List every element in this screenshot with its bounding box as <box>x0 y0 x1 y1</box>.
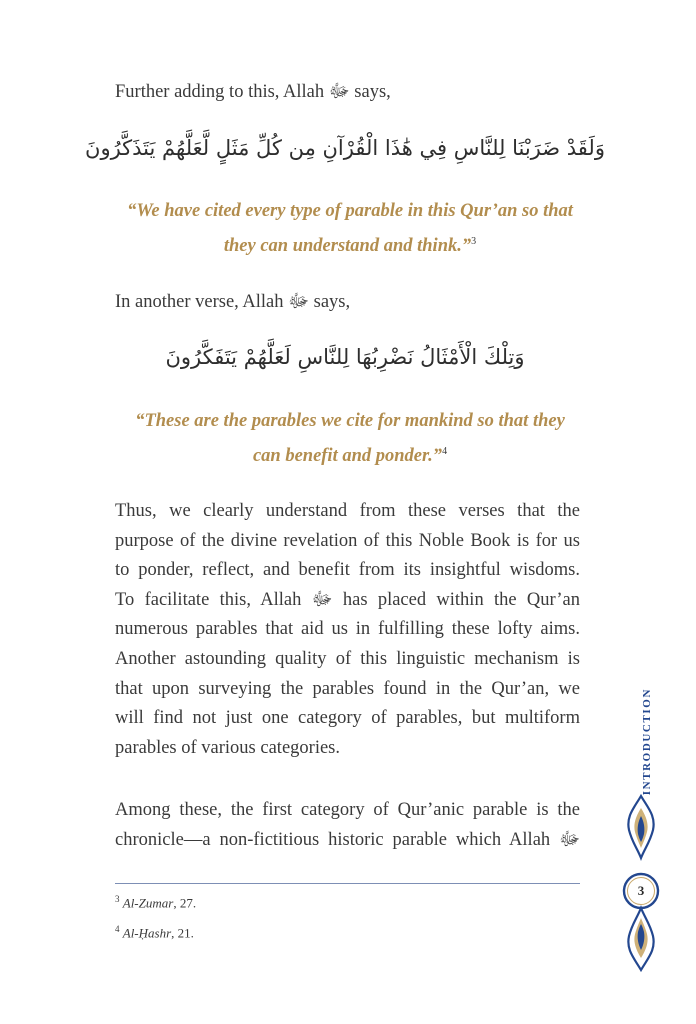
arabic-verse-1: وَلَقَدْ ضَرَبْنَا لِلنَّاسِ فِي هَٰذَا الْقُرْآنِ مِن كُلِّ مَثَلٍ لَّعَلَّهُمْ يَتَذَكَّرُونَ <box>85 136 605 160</box>
intro-paragraph-1: Further adding to this, Allah ﷻ says, <box>115 82 391 102</box>
body-paragraph <box>115 497 580 763</box>
closing-line: chronicle—a non-fictitious historic parable which Allah ﷻ <box>115 829 580 850</box>
footnote-citation: , 27. <box>173 895 197 911</box>
verse-1-translation-line-2-text: they can understand and think.” <box>223 235 472 256</box>
footnote-ref-3[interactable]: 3 <box>471 235 477 247</box>
verse-2-translation-line-2-text: can benefit and ponder.” <box>252 445 443 466</box>
verse-2-translation <box>90 407 610 471</box>
section-label: INTRODUCTION <box>641 688 653 796</box>
body-line: Another astounding quality of this linguistic mechanism is <box>115 648 580 669</box>
closing-paragraph <box>115 796 580 855</box>
footnote-divider <box>115 883 580 884</box>
verse-2-translation-line-1: “These are the parables we cite for mankind so that they <box>135 411 565 431</box>
body-line: to ponder, reflect, and benefit from its insightful wisdoms. <box>115 560 580 581</box>
body-line: purpose of the divine revelation of this Noble Book is for us <box>115 530 580 551</box>
footnote-4 <box>115 924 194 941</box>
body-line: To facilitate this, Allah ﷻ has placed within the Qur’an <box>115 589 580 610</box>
body-line: Thus, we clearly understand from these verses that the <box>115 501 580 521</box>
intro-paragraph-2: In another verse, Allah ﷻ says, <box>115 292 351 312</box>
footnote-3 <box>115 894 196 911</box>
verse-1-translation <box>90 197 610 261</box>
page-number: 3 <box>637 883 645 898</box>
body-line: numerous parables that aid us in fulfilling these lofty aims. <box>115 619 580 640</box>
footnote-citation: , 21. <box>171 925 194 941</box>
closing-line: Among these, the first category of Qur’anic parable is the <box>115 800 580 820</box>
body-line: will find not just one category of parables, but multiform <box>115 708 580 729</box>
footnote-source: Al-Ḥashr <box>122 925 172 941</box>
verse-1-translation-line-1: “We have cited every type of parable in this Qur’an so that <box>127 201 573 221</box>
verse-1-translation-line-2 <box>90 227 610 262</box>
arabic-verse-2: وَتِلْكَ الْأَمْثَالُ نَضْرِبُهَا لِلنَّاسِ لَعَلَّهُمْ يَتَفَكَّرُونَ <box>165 345 525 369</box>
footnote-number: 4 <box>115 924 120 934</box>
footnote-number: 3 <box>115 894 120 904</box>
body-line: parables of various categories. <box>115 737 340 758</box>
verse-2-translation-line-2 <box>90 437 610 472</box>
footnote-source: Al-Zumar <box>122 895 174 911</box>
footnote-ref-4[interactable]: 4 <box>442 445 448 457</box>
body-line: that upon surveying the parables found in the Qur’an, we <box>115 678 580 699</box>
